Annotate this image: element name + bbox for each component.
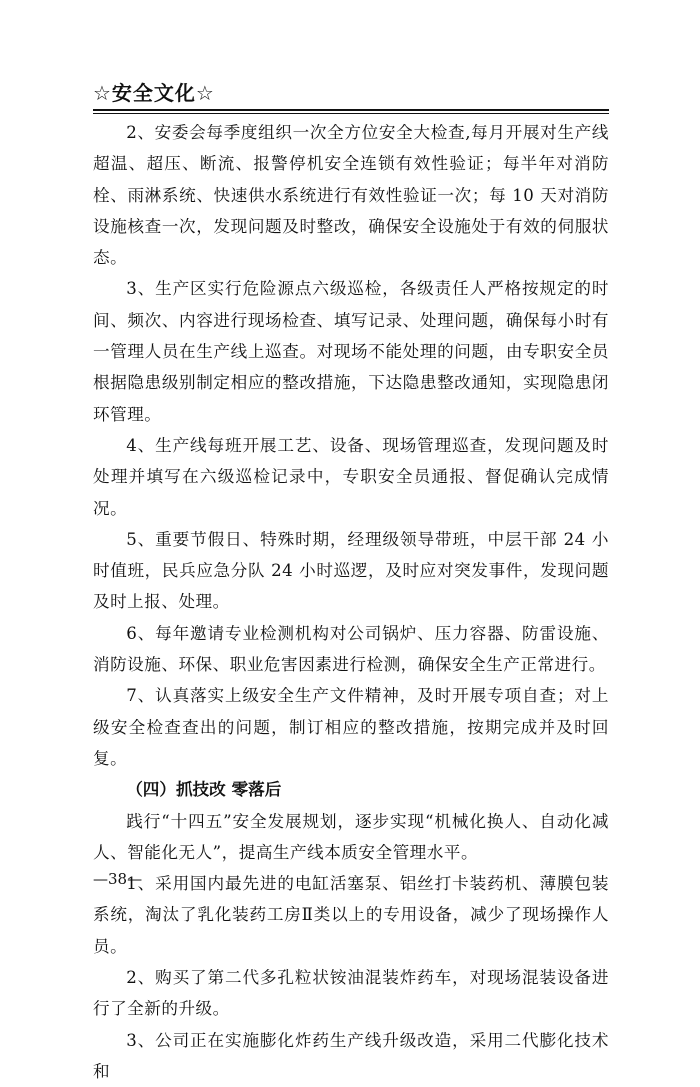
paragraph-item-6: 6、每年邀请专业检测机构对公司锅炉、压力容器、防雷设施、消防设施、环保、职业危害因素进行检测，确保安全生产正常进行。	[93, 623, 609, 675]
section-title: ☆安全文化☆	[93, 81, 215, 105]
section-intro-paragraph: 践行“十四五”安全发展规划，逐步实现“机械化换人、自动化减人、智能化无人”，提高生产线本质安全管理水平。	[93, 811, 609, 862]
page-number: —38—	[93, 870, 143, 888]
paragraph-item-2: 2、安委会每季度组织一次全方位安全大检查,每月开展对生产线超温、超压、断流、报警停机安全连锁有效性验证；每半年对消防栓、雨淋系统、快速供水系统进行有效性验证一次；每 10 天对消防设施核查一次，发现问题及时整改，确保安全设施处于有效的伺服状态。	[93, 123, 609, 268]
paragraph-item-7: 7、认真落实上级安全生产文件精神，及时开展专项自查；对上级安全检查查出的问题，制订相应的整改措施，按期完成并及时回复。	[93, 686, 609, 768]
paragraph-item-4: 4、生产线每班开展工艺、设备、现场管理巡查，发现问题及时处理并填写在六级巡检记录中，专职安全员通报、督促确认完成情况。	[93, 435, 609, 518]
paragraph-item-5: 5、重要节假日、特殊时期，经理级领导带班，中层干部 24 小时值班，民兵应急分队 24 小时巡逻，及时应对突发事件，发现问题及时上报、处理。	[93, 529, 609, 612]
section-heading: （四）抓技改 零落后	[126, 780, 282, 800]
tech-item-1: 1、采用国内最先进的电缸活塞泵、铝丝打卡装药机、薄膜包装系统，淘汰了乳化装药工房Ⅱ类以上的专用设备，减少了现场操作人员。	[93, 874, 609, 956]
page-header	[93, 80, 609, 106]
tech-item-2: 2、购买了第二代多孔粒状铵油混装炸药车，对现场混装设备进行了全新的升级。	[93, 968, 609, 1019]
tech-item-3: 3、公司正在实施膨化炸药生产线升级改造，采用二代膨化技术和	[93, 1030, 609, 1081]
header-rule-thick	[93, 109, 609, 111]
paragraph-item-3: 3、生产区实行危险源点六级巡检，各级责任人严格按规定的时间、频次、内容进行现场检查、填写记录、处理问题，确保每小时有一管理人员在生产线上巡查。对现场不能处理的问题，由专职安全员根据隐患级别制定相应的整改措施，下达隐患整改通知，实现隐患闭环管理。	[93, 279, 609, 424]
body-text	[93, 117, 609, 1087]
header-rule-thin	[93, 113, 609, 114]
